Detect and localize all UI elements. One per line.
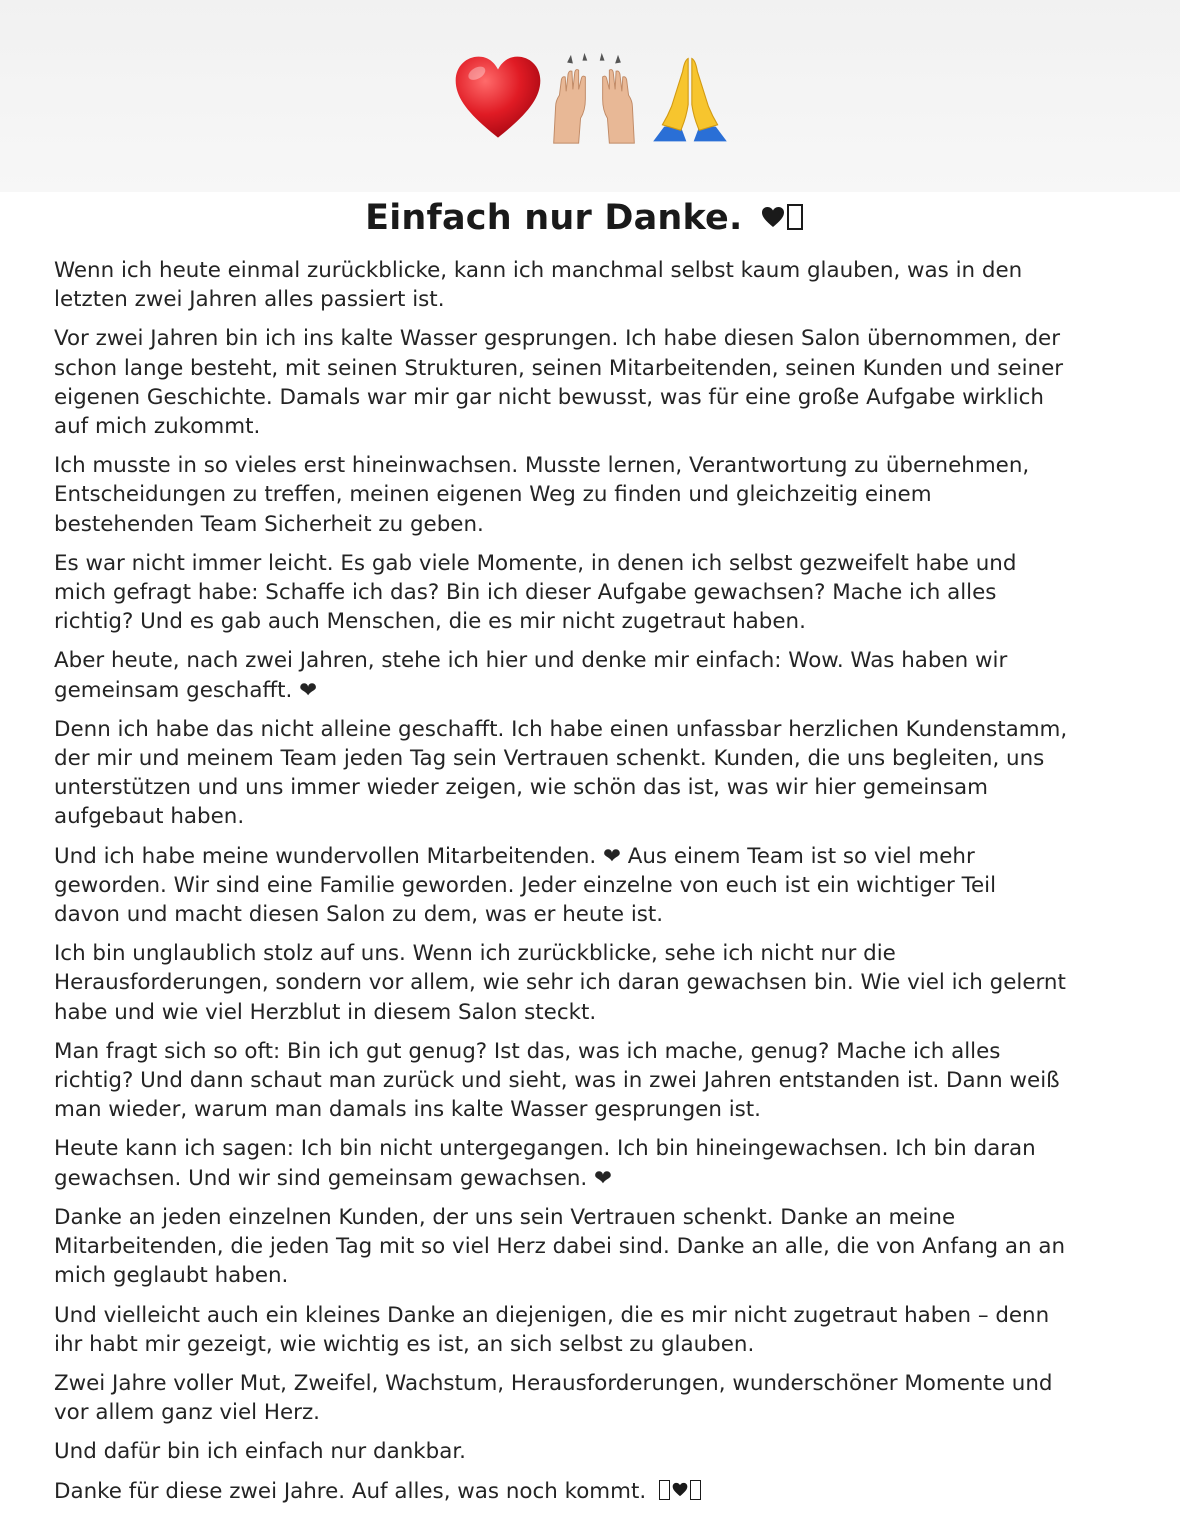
page-title-text: Einfach nur Danke.: [365, 198, 755, 238]
emoji-row: [452, 51, 736, 147]
paragraph: Wenn ich heute einmal zurückblicke, kann ich manchmal selbst kaum glauben, was in den letzten zwei Jahren alles passiert ist.: [54, 258, 1023, 313]
title-icons: [761, 204, 803, 230]
closing-line: [54, 1477, 1144, 1506]
paragraph: Und dafür bin ich einfach nur dankbar.: [54, 1439, 466, 1465]
paragraph: Heute kann ich sagen: Ich bin nicht untergegangen. Ich bin hineingewachsen. Ich bin daran gewachsen. Und wir sind gemeinsam gewachsen. ❤: [54, 1136, 1036, 1191]
paragraph: Zwei Jahre voller Mut, Zweifel, Wachstum, Herausforderungen, wunderschöner Momente und vor allem ganz viel Herz.: [54, 1370, 1053, 1426]
missing-glyph-box: [690, 1480, 701, 1500]
missing-glyph-box: [787, 204, 803, 230]
paragraph: Vor zwei Jahren bin ich ins kalte Wasser gesprungen. Ich habe diesen Salon übernommen, der schon lange besteht, mit seinen Strukturen, seinen Mitarbeitenden, seinen Kunden und seiner eigenen Geschichte. Damals war mir gar nicht bewusst, was für eine große Aufgabe wirklich auf mich zukommt.: [54, 326, 1064, 440]
closing-icons: [659, 1480, 701, 1500]
heart-icon: [761, 206, 785, 228]
folded-hands-icon: [644, 51, 736, 147]
red-heart-icon: [452, 53, 544, 145]
paragraph: Ich musste in so vieles erst hineinwachsen. Musste lernen, Verantwortung zu übernehmen, Entscheidungen zu treffen, meinen eigenen Weg zu finden und gleichzeitig einem bestehenden Team Sicherheit zu geben.: [54, 453, 1030, 537]
paragraph-list: [54, 256, 1144, 1467]
paragraph: Denn ich habe das nicht alleine geschafft. Ich habe einen unfassbar herzlichen Kundenstamm, der mir und meinem Team jeden Tag sein Vertrauen schenkt. Kunden, die uns begleiten, uns unterstützen und uns immer wieder zeigen, wie schön das ist, was wir hier gemeinsam aufgebaut haben.: [54, 716, 1068, 830]
paragraph: Und ich habe meine wundervollen Mitarbeitenden. ❤ Aus einem Team ist so viel mehr geworden. Wir sind eine Familie geworden. Jeder einzelne von euch ist ein wichtiger Teil davon und macht diesen Salon zu dem, was er heute ist.: [54, 843, 997, 928]
paragraph: Ich bin unglaublich stolz auf uns. Wenn ich zurückblicke, sehe ich nicht nur die Herausforderungen, sondern vor allem, wie sehr ich daran gewachsen bin. Wie viel ich gelernt habe und wie viel Herzblut in diesem Salon steckt.: [54, 941, 1066, 1025]
paragraph: Es war nicht immer leicht. Es gab viele Momente, in denen ich selbst gezweifelt habe und mich gefragt habe: Schaffe ich das? Bin ich dieser Aufgabe gewachsen? Mache ich alles richtig? Und es gab auch Menschen, die es mir nicht zugetraut haben.: [54, 550, 1017, 635]
missing-glyph-box: [659, 1480, 670, 1500]
paragraph: Danke an jeden einzelnen Kunden, der uns sein Vertrauen schenkt. Danke an meine Mitarbeitenden, die jeden Tag mit so viel Herz dabei sind. Danke an alle, die von Anfang an an mich geglaubt haben.: [54, 1204, 1066, 1289]
paragraph: Man fragt sich so oft: Bin ich gut genug? Ist das, was ich mache, genug? Mache ich alles richtig? Und dann schaut man zurück und sieht, was in zwei Jahren entstanden ist. Dann weiß man wieder, warum man damals ins kalte Wasser gesprungen ist.: [54, 1038, 1060, 1123]
raising-hands-icon: [546, 51, 642, 147]
closing-text: Danke für diese zwei Jahre. Auf alles, was noch kommt.: [54, 1478, 653, 1504]
letter-content: [54, 192, 1144, 1516]
page-title: [24, 192, 1144, 240]
paragraph: Und vielleicht auch ein kleines Danke an diejenigen, die es mir nicht zugetraut haben – denn ihr habt mir gezeigt, wie wichtig es ist, an sich selbst zu glauben.: [54, 1302, 1050, 1357]
heart-icon: [672, 1482, 688, 1497]
paragraph: Aber heute, nach zwei Jahren, stehe ich hier und denke mir einfach: Wow. Was haben wir gemeinsam geschafft. ❤: [54, 648, 1008, 703]
emoji-header: [0, 0, 1180, 192]
